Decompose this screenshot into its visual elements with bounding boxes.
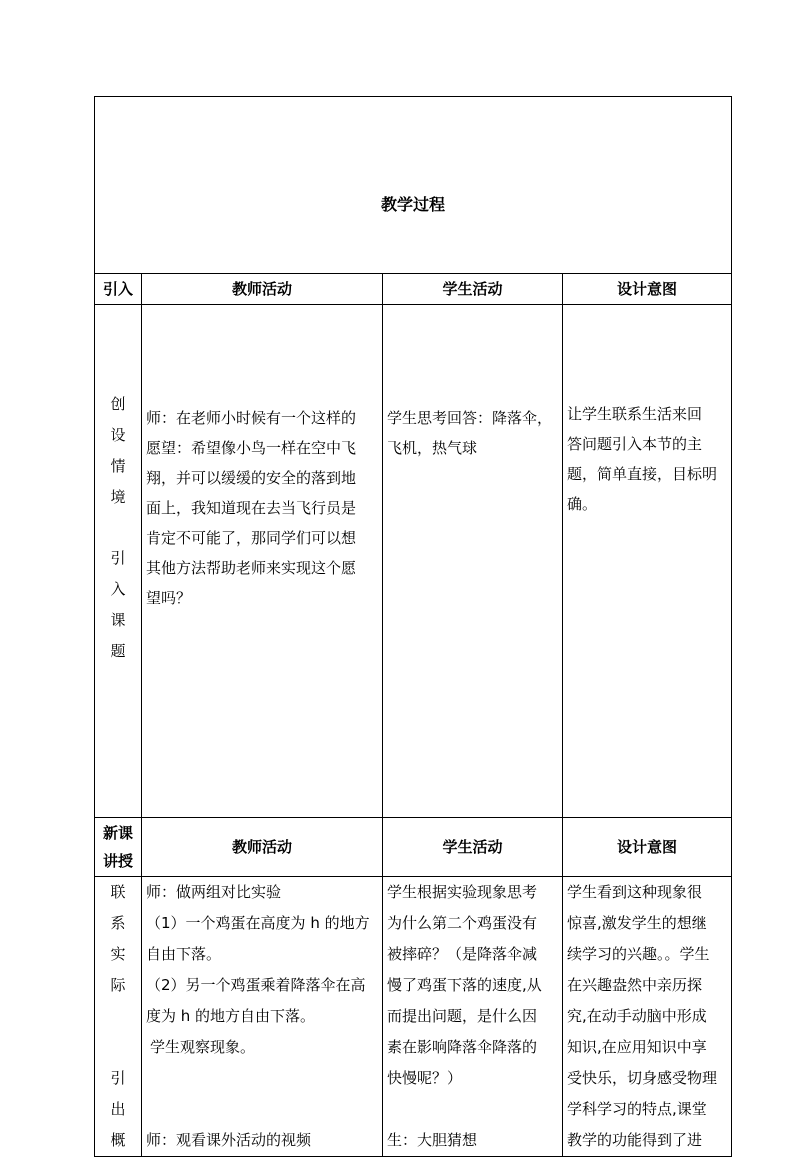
header-design-intent: 设计意图	[563, 274, 732, 305]
intro-design-intent	[563, 305, 732, 818]
side-char: 设	[110, 426, 126, 444]
text-line: 惊喜,激发学生的想继	[567, 914, 707, 932]
side-char: 概	[110, 1131, 126, 1149]
text-line: 而提出问题，是什么因	[387, 1007, 538, 1025]
text-line: 翔，并可以缓缓的安全的落到地	[146, 469, 357, 487]
side-char: 出	[110, 1100, 126, 1118]
text-line: 学生观察现象。	[150, 1038, 256, 1056]
text-line: 知识,在应用知识中享	[567, 1038, 707, 1056]
table-title: 教学过程	[95, 97, 732, 274]
header-student-activity: 学生活动	[383, 274, 563, 305]
text-line: 慢了鸡蛋下落的速度,从	[387, 976, 542, 994]
text-line: 受快乐，切身感受物理	[567, 1069, 718, 1087]
text-line: 被摔碎？（是降落伞减	[387, 945, 538, 963]
text-line	[387, 1094, 558, 1125]
header-line: 新课	[102, 824, 133, 842]
header-teacher-activity: 教师活动	[142, 274, 383, 305]
text-line: 题，简单直接，目标明	[567, 465, 718, 483]
text-line: 素在影响降落伞降落的	[387, 1038, 538, 1056]
text-line: 面上，我知道现在去当飞行员是	[146, 499, 357, 517]
intro-teacher-activity	[142, 305, 383, 818]
text-line: 答问题引入本节的主	[567, 435, 703, 453]
side-char: 情	[110, 457, 126, 475]
text-line: 学科学习的特点,课堂	[567, 1100, 707, 1118]
text-line: 其他方法帮助老师来实现这个愿	[146, 559, 357, 577]
text-line: （2）另一个鸡蛋乘着降落伞在高	[146, 976, 366, 994]
text-line: 飞机，热气球	[387, 439, 478, 457]
side-char: 创	[110, 395, 126, 413]
lesson-process-table	[94, 96, 732, 1157]
header-design-intent-2: 设计意图	[563, 818, 732, 877]
text-line: 自由下落。	[146, 945, 222, 963]
new-lesson-design-intent	[563, 877, 732, 1157]
header-teacher-activity-2: 教师活动	[142, 818, 383, 877]
text-line: 为什么第二个鸡蛋没有	[387, 914, 538, 932]
text-line: 度为 h 的地方自由下落。	[146, 1007, 316, 1025]
side-char: 实	[110, 945, 126, 963]
side-char: 境	[110, 488, 126, 506]
text-line: 快慢呢？）	[387, 1069, 463, 1087]
side-char: 引	[110, 1069, 126, 1087]
header-new-lesson	[95, 818, 142, 877]
side-char: 入	[110, 580, 126, 598]
text-line: 续学习的兴趣。。学生	[567, 945, 710, 963]
new-lesson-side-label	[95, 877, 142, 1157]
side-char: 引	[110, 549, 126, 567]
side-char: 题	[110, 642, 126, 660]
text-line: 教学的功能得到了进	[567, 1131, 703, 1149]
side-char: 联	[110, 883, 126, 901]
text-line: 在兴趣盎然中亲历探	[567, 976, 703, 994]
header-student-activity-2: 学生活动	[383, 818, 563, 877]
side-char: 课	[110, 611, 126, 629]
side-char: 际	[110, 976, 126, 994]
text-line	[146, 1063, 378, 1125]
text-line: （1）一个鸡蛋在高度为 h 的地方	[146, 914, 370, 932]
text-line: 究,在动手动脑中形成	[567, 1007, 707, 1025]
header-intro: 引入	[95, 274, 142, 305]
text-line: 让学生联系生活来回	[567, 405, 703, 423]
text-line: 望吗？	[146, 589, 192, 607]
header-line: 讲授	[102, 852, 133, 870]
new-lesson-student-activity	[383, 877, 563, 1157]
text-line: 生：大胆猜想	[387, 1131, 478, 1149]
intro-side-label	[95, 305, 142, 818]
text-line: 师：做两组对比实验	[146, 883, 282, 901]
text-line: 学生根据实验现象思考	[387, 883, 538, 901]
side-char: 系	[110, 914, 126, 932]
text-line: 师：观看课外活动的视频	[146, 1131, 312, 1149]
intro-student-activity	[383, 305, 563, 818]
text-line: 学生思考回答：降落伞，	[387, 409, 553, 427]
text-line: 愿望：希望像小鸟一样在空中飞	[146, 439, 357, 457]
text-line: 肯定不可能了，那同学们可以想	[146, 529, 357, 547]
text-line: 确。	[567, 495, 598, 513]
new-lesson-teacher-activity	[142, 877, 383, 1157]
text-line: 师：在老师小时候有一个这样的	[146, 409, 357, 427]
text-line: 学生看到这种现象很	[567, 883, 703, 901]
